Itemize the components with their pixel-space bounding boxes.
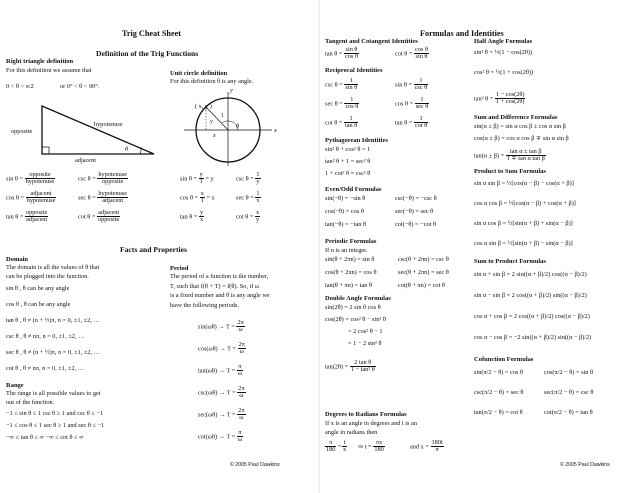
period-row-denominator: ω (237, 370, 242, 378)
period-row-denominator: ω (237, 436, 242, 444)
rt-formula-fraction (26, 191, 57, 205)
tan-identity-fraction (344, 47, 359, 61)
sumprod-heading: Sum to Product Formulas (474, 258, 546, 265)
sumprod-row: sin α − sin β = 2 cos((α + β)/2) sin((α − β)/2) (474, 292, 587, 299)
formulas-title: Formulas and Identities (420, 29, 504, 38)
cot-identity-lhs: cot θ = (395, 50, 414, 58)
half-angle-tan-denominator: 1 + cos(2θ) (495, 98, 525, 106)
domain-text-1: The domain is all the values of θ that (6, 264, 100, 271)
reciprocal-right-denominator: csc θ (414, 84, 428, 92)
uc-formula (180, 191, 215, 205)
uc-formula-numerator: 1 (256, 171, 260, 178)
double-angle-tan-fraction (350, 360, 376, 374)
degrad-line-2: angle in radians then (325, 429, 378, 436)
period-line: have the following periods. (170, 301, 239, 309)
rt-formula-lhs: csc θ = (78, 175, 98, 183)
half-angle-row: sin² θ = ½(1 − cos(2θ)) (474, 49, 533, 56)
reciprocal-left-numerator: 1 (344, 78, 358, 85)
uc-formula-fraction (255, 191, 260, 205)
reciprocal-left-fraction (344, 78, 358, 92)
reciprocal-right-numerator: 1 (415, 97, 430, 104)
sumdiff-row: cos(α ± β) = cos α cos β ∓ sin α sin β (474, 135, 569, 142)
definitions-heading: Definition of the Trig Functions (96, 49, 199, 58)
uc-formula-rhs: = y (203, 175, 214, 183)
periodic-left: tan(θ + πn) = tan θ (325, 282, 372, 289)
rt-formula (78, 210, 120, 224)
domain-row: tan θ , θ ≠ (n + ½)π, n = 0, ±1, ±2, … (6, 317, 100, 324)
half-angle-tan-numerator: 1 − cos(2θ) (495, 91, 525, 98)
degrad-x-eq-lhs: and x = (410, 443, 431, 451)
reciprocal-right-lhs: cos θ = (395, 100, 415, 108)
range-row: −1 ≤ sin θ ≤ 1 csc θ ≥ 1 and csc θ ≤ −1 (6, 410, 104, 417)
uc-formula-numerator: 1 (256, 190, 260, 197)
rt-formula-lhs: tan θ = (6, 213, 25, 221)
degrad-t-over-x-numerator: t (343, 439, 346, 446)
double-angle-tan-numerator: 2 tan θ (350, 360, 376, 367)
period-line: The period of a function is the number, (170, 273, 269, 280)
uc-formula (236, 210, 260, 224)
rt-formula-numerator: opposite (25, 172, 56, 179)
domain-row: csc θ , θ ≠ nπ, n = 0, ±1, ±2, … (6, 333, 85, 340)
uc-formula-denominator: y (256, 178, 260, 186)
domain-text-2: can be plugged into the function. (6, 273, 89, 280)
reciprocal-right-fraction (415, 97, 430, 111)
reciprocal-left-denominator: cos θ (345, 103, 359, 111)
uc-formula-denominator: 1 (199, 178, 203, 186)
uc-formula-denominator: y (255, 216, 260, 224)
uc-formula (236, 172, 261, 186)
periodic-right: cot(θ + πn) = cot θ (398, 282, 445, 289)
range-text-1: The range is all possible values to get (6, 390, 101, 397)
unit-circle-diagram (180, 88, 280, 168)
cot-identity (395, 47, 429, 61)
cofunction-heading: Cofunction Formulas (474, 356, 534, 363)
tan-identity-numerator: sin θ (345, 46, 358, 53)
period-row-fraction (237, 430, 243, 444)
pythagorean-row: sin² θ + cos² θ = 1 (325, 146, 371, 153)
rt-formula-lhs: cot θ = (78, 213, 97, 221)
tan-identity-lhs: tan θ = (325, 50, 344, 58)
period-row-lhs: sec(ωθ) → T = (198, 411, 238, 419)
triangle-theta-label: θ (125, 146, 129, 153)
reciprocal-left-lhs: csc θ = (325, 81, 345, 89)
evenodd-heading: Even/Odd Formulas (325, 186, 382, 193)
sumprod-row: sin α + sin β = 2 sin((α + β)/2) cos((α − β)/2) (474, 271, 587, 278)
period-row-numerator: 2π (237, 319, 244, 326)
uc-formula (236, 191, 261, 205)
unit-circle-intro: For this definition θ is any angle. (170, 78, 254, 85)
evenodd-right: csc(−θ) = −csc θ (395, 195, 437, 202)
period-row-numerator: π (238, 429, 242, 436)
adjacent-label: adjacent (75, 157, 96, 164)
reciprocal-left (325, 97, 359, 111)
angle-condition-radians: 0 < θ < π/2 (6, 83, 34, 90)
domain-row: sec θ , θ ≠ (n + ½)π, n = 0, ±1, ±2, … (6, 349, 101, 356)
rt-formula-numerator: hypotenuse (98, 190, 128, 197)
period-row-denominator: ω (239, 392, 244, 400)
rt-formula-fraction (97, 191, 128, 205)
degrad-pi-over-180-numerator: π (325, 440, 336, 447)
degrad-t-eq-denominator: 180 (374, 446, 384, 454)
period-row-numerator: 2π (238, 385, 245, 392)
rt-formula-numerator: adjacent (26, 191, 57, 198)
evenodd-left: cos(−θ) = cos θ (325, 208, 364, 215)
circle-theta-label: θ (236, 123, 240, 130)
reciprocal-right-denominator: sec θ (415, 103, 429, 111)
reciprocal-right-lhs: tan θ = (395, 119, 414, 127)
reciprocal-left-fraction (344, 97, 359, 111)
reciprocal-right-fraction (414, 116, 428, 130)
double-angle-row: cos(2θ) = cos² θ − sin² θ (325, 316, 386, 323)
rt-formula-lhs: cos θ = (6, 194, 26, 202)
rt-formula-numerator: opposite (25, 209, 48, 216)
reciprocal-left-denominator: tan θ (344, 122, 358, 130)
half-angle-row: cos² θ = ½(1 + cos(2θ)) (474, 69, 534, 76)
sumprod-row: cos α + cos β = 2 cos((α + β)/2) cos((α − β)/2) (474, 313, 590, 320)
reciprocal-left-fraction (344, 116, 358, 130)
circle-x-label: x (213, 132, 216, 139)
right-triangle-diagram (22, 100, 172, 170)
period-row (198, 386, 246, 400)
rt-formula-lhs: sec θ = (78, 194, 98, 202)
evenodd-right: cot(−θ) = −cot θ (395, 221, 436, 228)
half-angle-tan (474, 92, 525, 106)
rt-formula-fraction (97, 210, 120, 224)
degrad-pi-over-180-denominator: 180 (326, 446, 336, 454)
rt-formula-numerator: hypotenuse (98, 171, 128, 178)
period-row-lhs: cot(ωθ) → T = (198, 433, 237, 441)
circle-y-label: y (210, 118, 213, 125)
tan-identity-denominator: cos θ (344, 53, 358, 61)
period-row-fraction (237, 408, 245, 422)
uc-formula-lhs: csc θ = (236, 175, 256, 183)
y-axis-label: y (230, 87, 233, 94)
period-row-denominator: ω (239, 414, 244, 422)
evenodd-left: sin(−θ) = −sin θ (325, 195, 366, 202)
period-row (198, 430, 243, 444)
uc-formula-numerator: x (200, 190, 204, 197)
reciprocal-right-lhs: sin θ = (395, 81, 414, 89)
right-triangle-intro: For this definition we assume that (6, 67, 92, 74)
degrad-t-eq-lhs: ⇒ t = (358, 443, 374, 451)
half-angle-tan-lhs: tan² θ = (474, 95, 495, 103)
rt-formula-denominator: adjacent (102, 197, 124, 205)
sumdiff-tan-denominator: 1 ∓ tan α tan β (506, 155, 545, 163)
uc-formula-lhs: cot θ = (236, 213, 255, 221)
period-row (198, 364, 243, 378)
cot-identity-fraction (414, 47, 429, 61)
rt-formula (78, 191, 128, 205)
uc-formula (180, 210, 204, 224)
opposite-label: opposite (11, 128, 33, 135)
double-angle-tan-lhs: tan(2θ) = (325, 363, 350, 371)
period-row-fraction (237, 364, 243, 378)
reciprocal-left-lhs: cot θ = (325, 119, 344, 127)
uc-formula-denominator: x (199, 216, 204, 224)
sumdiff-tan (474, 149, 546, 163)
rt-formula-denominator: opposite (97, 216, 120, 224)
domain-row: cot θ , θ ≠ nπ, n = 0, ±1, ±2, … (6, 365, 85, 372)
double-angle-heading: Double Angle Formulas (325, 295, 391, 302)
unit-circle-heading: Unit circle definition (170, 70, 228, 77)
period-row-numerator: 2π (238, 407, 245, 414)
sumdiff-heading: Sum and Difference Formulas (474, 114, 558, 121)
copyright-right: © 2005 Paul Dawkins (560, 462, 610, 468)
pythagorean-row: 1 + cot² θ = csc² θ (325, 170, 371, 177)
cofunction-left: tan(π/2 − θ) = cot θ (474, 409, 523, 416)
sumdiff-tan-lhs: tan(α ± β) = (474, 152, 506, 160)
sumprod-row: cos α − cos β = −2 sin((α + β)/2) sin((α − β)/2) (474, 334, 592, 341)
prodsum-row: cos α sin β = ½[sin(α + β) − sin(α − β)] (474, 240, 573, 247)
domain-heading: Domain (6, 256, 29, 263)
reciprocal-left (325, 116, 358, 130)
tangent-heading: Tangent and Cotangent Identities (325, 38, 418, 45)
reciprocal-left-denominator: sin θ (345, 84, 358, 92)
period-row-denominator: ω (238, 326, 243, 334)
range-heading: Range (6, 382, 24, 389)
prodsum-row: cos α cos β = ½[cos(α − β) + cos(α + β)] (474, 200, 576, 207)
double-angle-tan-denominator: 1 − tan² θ (350, 366, 375, 374)
rt-formula (6, 172, 55, 186)
uc-formula (180, 172, 214, 186)
range-row: −∞ ≤ tan θ ≤ ∞ −∞ ≤ cot θ ≤ ∞ (6, 434, 84, 441)
degrad-x-eq-denominator: π (435, 446, 439, 454)
copyright-left: © 2005 Paul Dawkins (230, 462, 280, 468)
degrad-line-1: If x is an angle in degrees and t is an (325, 420, 417, 427)
period-row-lhs: cos(ωθ) → T = (198, 345, 238, 353)
reciprocal-left-lhs: sec θ = (325, 100, 345, 108)
sumdiff-tan-fraction (506, 149, 546, 163)
period-row (198, 342, 246, 356)
reciprocal-right-numerator: 1 (414, 116, 428, 123)
double-angle-row: = 2 cos² θ − 1 (348, 328, 383, 335)
period-row-fraction (238, 342, 246, 356)
formulas-identities-page (320, 0, 638, 493)
degrad-t-over-x (342, 440, 347, 454)
periodic-left: sin(θ + 2πn) = sin θ (325, 256, 375, 263)
rt-formula (6, 210, 48, 224)
cot-identity-numerator: cos θ (414, 46, 428, 53)
reciprocal-left (325, 78, 358, 92)
rt-formula-denominator: hypotenuse (26, 197, 56, 205)
uc-formula-lhs: tan θ = (180, 213, 199, 221)
range-text-2: out of the function. (6, 399, 55, 406)
reciprocal-left-numerator: 1 (344, 116, 358, 123)
cofunction-right: cos(π/2 − θ) = sin θ (544, 369, 594, 376)
degrad-t-eq-fraction (373, 440, 384, 454)
rt-formula-denominator: opposite (102, 178, 124, 186)
facts-heading: Facts and Properties (120, 245, 187, 254)
period-line: T, such that f(θ + T) = f(θ). So, if ω (170, 282, 260, 290)
period-row-numerator: 2π (238, 341, 245, 348)
rt-formula-lhs: sin θ = (6, 175, 25, 183)
periodic-right: sec(θ + 2πn) = sec θ (398, 269, 449, 276)
period-row-fraction (237, 386, 245, 400)
double-angle-tan (325, 360, 376, 374)
periodic-heading: Periodic Formulas (325, 238, 377, 245)
period-row-numerator: π (238, 363, 242, 370)
period-row-lhs: tan(ωθ) → T = (198, 367, 237, 375)
pythagorean-heading: Pythagorean Identities (325, 137, 388, 144)
domain-row: cos θ , θ can be any angle (6, 301, 71, 308)
uc-formula-rhs: = x (204, 194, 215, 202)
period-row-denominator: ω (239, 348, 244, 356)
period-line: is a fixed number and θ is any angle we (170, 292, 270, 299)
half-angle-tan-fraction (495, 92, 526, 106)
reciprocal-right (395, 97, 429, 111)
cot-identity-denominator: sin θ (415, 53, 428, 61)
periodic-left: cos(θ + 2πn) = cos θ (325, 269, 377, 276)
sumdiff-row: sin(α ± β) = sin α cos β ± cos α sin β (474, 123, 566, 130)
radius-label: 1 (221, 112, 225, 119)
period-row-lhs: sin(ωθ) → T = (198, 323, 237, 331)
uc-formula-numerator: y (199, 171, 203, 178)
uc-formula-denominator: 1 (200, 197, 204, 205)
rt-formula-denominator: hypotenuse (25, 178, 55, 186)
uc-formula-fraction (255, 172, 260, 186)
uc-formula-lhs: sin θ = (180, 175, 199, 183)
uc-formula-numerator: x (255, 209, 260, 216)
cofunction-right: cot(π/2 − θ) = tan θ (544, 409, 593, 416)
degrad-t-eq (358, 440, 385, 454)
period-row (198, 320, 245, 334)
reciprocal-heading: Reciprocal Identities (325, 67, 383, 74)
sumdiff-tan-numerator: tan α ± tan β (506, 149, 546, 156)
degrad-pi-over-180 (325, 440, 342, 454)
half-angle-heading: Half Angle Formulas (474, 38, 533, 45)
reciprocal-right (395, 116, 428, 130)
period-heading: Period (170, 265, 189, 272)
reciprocal-left-numerator: 1 (344, 97, 359, 104)
uc-formula-fraction (199, 210, 204, 224)
degrad-x-eq-fraction (431, 440, 444, 454)
angle-condition-degrees: or 0° < θ < 90°. (60, 83, 100, 90)
point-label: ( x, y ) (195, 103, 212, 110)
prodsum-heading: Product to Sum Formulas (474, 168, 546, 175)
pythagorean-row: tan² θ + 1 = sec² θ (325, 158, 371, 165)
hypotenuse-label: hypotenuse (94, 121, 123, 128)
degrad-t-over-x-fraction (342, 440, 347, 454)
rt-formula-fraction (97, 172, 128, 186)
double-angle-row: = 1 − 2 sin² θ (348, 340, 382, 347)
periodic-intro: If n is an integer. (325, 247, 368, 254)
degrad-heading: Degrees to Radians Formulas (325, 411, 407, 418)
prodsum-row: sin α sin β = ½[cos(α − β) − cos(α + β)] (474, 180, 574, 187)
period-row-fraction (236, 320, 244, 334)
rt-formula-fraction (25, 172, 56, 186)
reciprocal-right-fraction (414, 78, 429, 92)
cofunction-left: sin(π/2 − θ) = cos θ (474, 369, 524, 376)
cofunction-right: sec(π/2 − θ) = csc θ (544, 389, 594, 396)
x-axis-label: x (274, 127, 277, 134)
right-triangle-heading: Right triangle definition (6, 58, 74, 65)
uc-formula-fraction (255, 210, 260, 224)
reciprocal-right (395, 78, 428, 92)
rt-formula-denominator: adjacent (26, 216, 48, 224)
degrad-pi-over-180-rhs: = (336, 443, 342, 451)
uc-formula-numerator: y (199, 209, 204, 216)
periodic-right: csc(θ + 2πn) = csc θ (398, 256, 449, 263)
page-title: Trig Cheat Sheet (122, 29, 181, 38)
evenodd-left: tan(−θ) = −tan θ (325, 221, 366, 228)
tan-identity (325, 47, 359, 61)
degrad-x-eq (410, 440, 444, 454)
domain-row: sin θ , θ can be any angle (6, 285, 70, 292)
degrad-t-eq-numerator: πx (373, 440, 384, 447)
cofunction-left: csc(π/2 − θ) = sec θ (474, 389, 524, 396)
rt-formula-fraction (25, 210, 48, 224)
period-row-lhs: csc(ωθ) → T = (198, 389, 238, 397)
trig-cheat-sheet-page (0, 0, 318, 493)
prodsum-row: sin α cos β = ½[sin(α + β) + sin(α − β)] (474, 220, 573, 227)
degrad-pi-over-180-fraction (325, 440, 336, 454)
degrad-x-eq-numerator: 180t (431, 439, 443, 446)
uc-formula-denominator: x (256, 197, 260, 205)
reciprocal-right-denominator: cot θ (414, 122, 428, 130)
uc-formula-lhs: cos θ = (180, 194, 200, 202)
uc-formula-lhs: sec θ = (236, 194, 256, 202)
degrad-t-over-x-denominator: x (343, 446, 347, 454)
double-angle-row: sin(2θ) = 2 sin θ cos θ (325, 304, 381, 311)
rt-formula (78, 172, 128, 186)
rt-formula (6, 191, 56, 205)
period-row (198, 408, 246, 422)
evenodd-right: sec(−θ) = sec θ (395, 208, 434, 215)
rt-formula-numerator: adjacent (98, 209, 120, 216)
range-row: −1 ≤ cos θ ≤ 1 sec θ ≥ 1 and sec θ ≤ −1 (6, 422, 105, 429)
reciprocal-right-numerator: 1 (414, 78, 429, 85)
